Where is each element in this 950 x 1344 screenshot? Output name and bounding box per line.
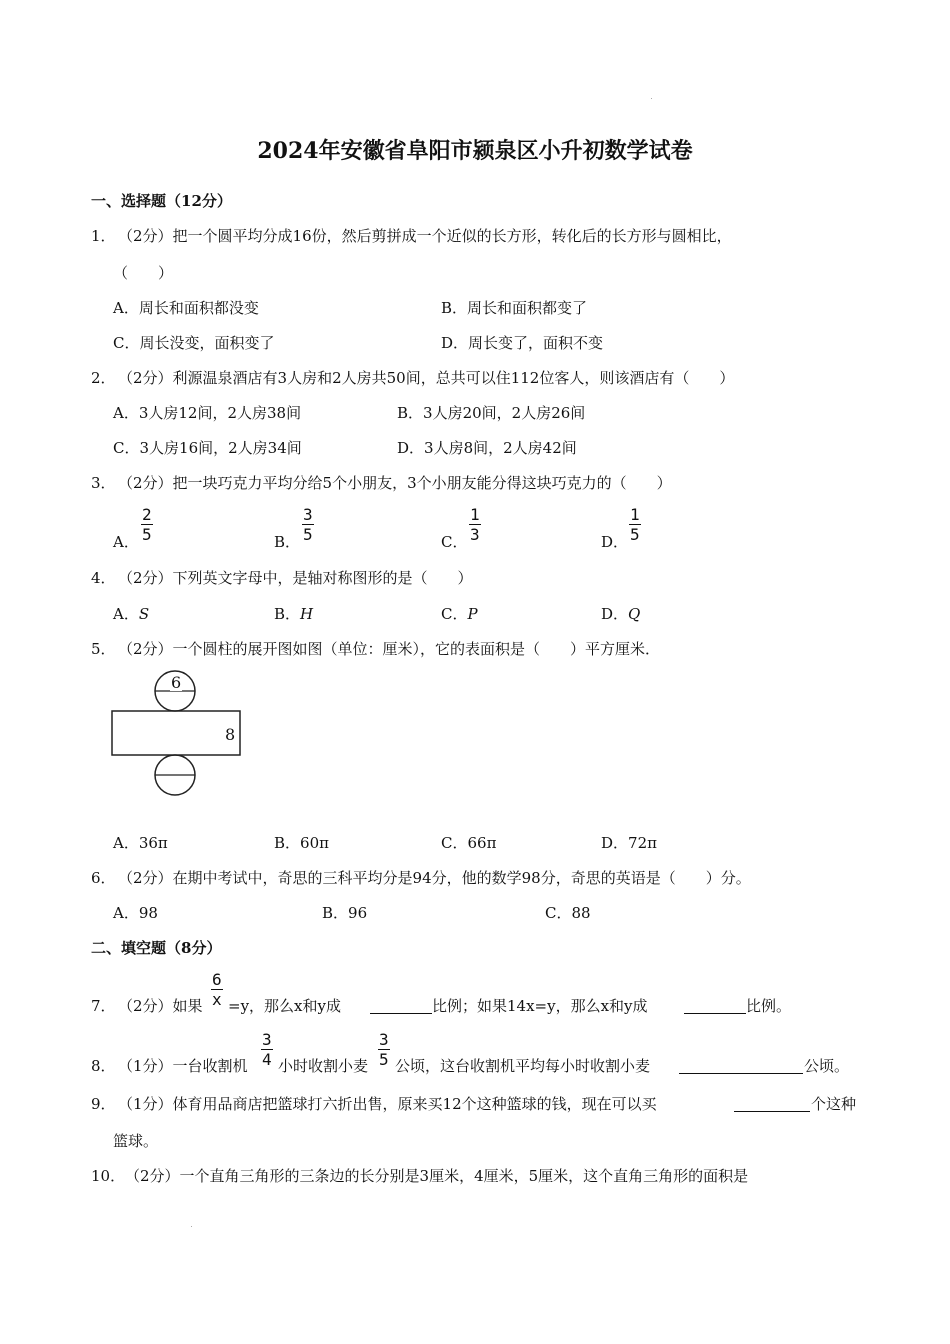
speck bbox=[651, 98, 652, 99]
question-number: 10． bbox=[91, 1167, 126, 1185]
option-c[interactable]: C．周长没变，面积变了 bbox=[113, 334, 275, 352]
answer-blank-2[interactable] bbox=[684, 1013, 746, 1014]
option-b[interactable]: B．96 bbox=[322, 904, 368, 922]
question-stem: （2分）在期中考试中，奇思的三科平均分是94分，他的数学98分，奇思的英语是（ ）分。 bbox=[118, 869, 751, 887]
option-c-label[interactable]: C． bbox=[441, 533, 468, 551]
option-c[interactable]: C．3人房16间，2人房34间 bbox=[113, 439, 302, 457]
option-a[interactable]: A．S bbox=[113, 605, 150, 623]
question-number: 5． bbox=[91, 640, 116, 658]
question-number: 3． bbox=[91, 474, 116, 492]
diameter-label: 6 bbox=[171, 673, 182, 692]
option-b[interactable]: B．H bbox=[274, 605, 314, 623]
fraction-three-fifths: $\frac{3}{5}$ bbox=[379, 1030, 389, 1069]
question-text-line2: 篮球。 bbox=[113, 1132, 159, 1150]
lateral-rectangle bbox=[112, 711, 240, 755]
question-number: 2． bbox=[91, 369, 116, 387]
option-d[interactable]: D．Q bbox=[601, 605, 641, 623]
speck bbox=[191, 1226, 192, 1227]
question-number: 4． bbox=[91, 569, 116, 587]
question-number: 7． bbox=[91, 997, 116, 1015]
option-d[interactable]: D．3人房8间，2人房42间 bbox=[397, 439, 577, 457]
answer-blank[interactable] bbox=[679, 1073, 803, 1074]
option-d[interactable]: D．72π bbox=[601, 834, 657, 852]
question-number: 9． bbox=[91, 1095, 116, 1113]
option-c[interactable]: C．88 bbox=[545, 904, 591, 922]
option-c[interactable]: C．P bbox=[441, 605, 478, 623]
option-c[interactable]: C．66π bbox=[441, 834, 497, 852]
question-stem: （2分）把一块巧克力平均分给5个小朋友，3个小朋友能分得这块巧克力的（ ） bbox=[118, 474, 672, 492]
fraction-six-over-x: $\frac{6}{x}$ bbox=[212, 970, 222, 1009]
option-a-label[interactable]: A． bbox=[113, 533, 139, 551]
question-text-2: 比例；如果14x=y，那么x和y成 bbox=[432, 997, 648, 1015]
option-a[interactable]: A．98 bbox=[113, 904, 158, 922]
question-text-1: 小时收割小麦 bbox=[278, 1057, 369, 1075]
option-b[interactable]: B．周长和面积都变了 bbox=[441, 299, 588, 317]
option-b[interactable]: B．3人房20间，2人房26间 bbox=[397, 404, 586, 422]
question-text-2: 公顷，这台收割机平均每小时收割小麦 bbox=[395, 1057, 651, 1075]
option-d[interactable]: D．周长变了，面积不变 bbox=[441, 334, 604, 352]
question-text-3: 公顷。 bbox=[804, 1057, 850, 1075]
fraction-two-fifths[interactable]: $\frac{2}{5}$ bbox=[142, 505, 152, 544]
fraction-three-quarters: $\frac{3}{4}$ bbox=[262, 1030, 272, 1069]
option-b-label[interactable]: B． bbox=[274, 533, 301, 551]
question-stem: （2分）把一个圆平均分成16份，然后剪拼成一个近似的长方形，转化后的长方形与圆相比， bbox=[118, 227, 732, 245]
question-number: 1． bbox=[91, 227, 116, 245]
question-prefix: （2分）如果 bbox=[118, 997, 203, 1015]
question-stem: （2分）下列英文字母中，是轴对称图形的是（ ） bbox=[118, 569, 473, 587]
section-heading-fill: 二、填空题（8分） bbox=[91, 939, 222, 957]
page-title: 2024年安徽省阜阳市颍泉区小升初数学试卷 bbox=[257, 138, 693, 164]
section-heading-choice: 一、选择题（12分） bbox=[91, 192, 232, 210]
question-text-end: 个这种 bbox=[811, 1095, 857, 1113]
question-stem: （1分）体育用品商店把篮球打六折出售，原来买12个这种篮球的钱，现在可以买 bbox=[118, 1095, 657, 1113]
question-text-3: 比例。 bbox=[746, 997, 792, 1015]
option-b[interactable]: B．60π bbox=[274, 834, 329, 852]
question-stem: （2分）一个直角三角形的三条边的长分别是3厘米，4厘米，5厘米，这个直角三角形的面积是 bbox=[125, 1167, 749, 1185]
fraction-one-third[interactable]: $\frac{1}{3}$ bbox=[470, 505, 480, 544]
question-stem: （2分）利源温泉酒店有3人房和2人房共50间，总共可以住112位客人，则该酒店有（ ） bbox=[118, 369, 735, 387]
question-stem: （2分）一个圆柱的展开图如图（单位：厘米），它的表面积是（ ）平方厘米． bbox=[118, 640, 661, 658]
option-a[interactable]: A．3人房12间，2人房38间 bbox=[113, 404, 302, 422]
fraction-three-fifths[interactable]: $\frac{3}{5}$ bbox=[303, 505, 313, 544]
question-prefix: （1分）一台收割机 bbox=[118, 1057, 248, 1075]
option-a[interactable]: A．36π bbox=[113, 834, 168, 852]
question-number: 6． bbox=[91, 869, 116, 887]
question-text-1: =y，那么x和y成 bbox=[228, 997, 341, 1015]
answer-blank-1[interactable] bbox=[370, 1013, 432, 1014]
option-a[interactable]: A．周长和面积都没变 bbox=[113, 299, 259, 317]
height-label: 8 bbox=[225, 725, 236, 744]
answer-blank[interactable] bbox=[734, 1111, 810, 1112]
fraction-one-fifth[interactable]: $\frac{1}{5}$ bbox=[630, 505, 640, 544]
answer-paren: （ ） bbox=[113, 264, 174, 282]
question-number: 8． bbox=[91, 1057, 116, 1075]
option-d-label[interactable]: D． bbox=[601, 533, 629, 551]
